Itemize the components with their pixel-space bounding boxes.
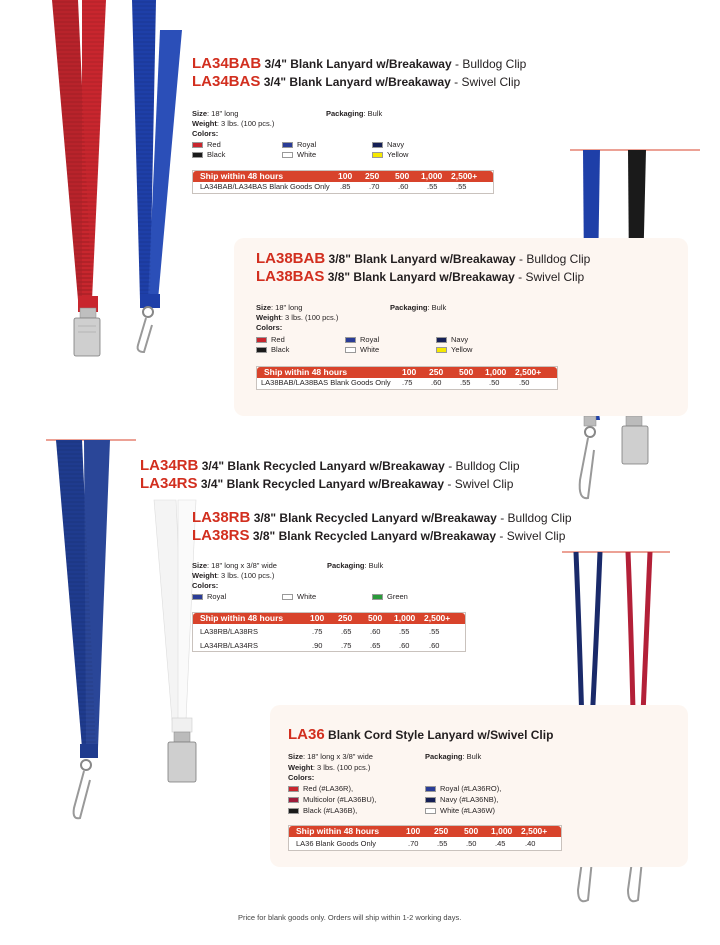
- weight-spec: Weight: 3 lbs. (100 pcs.): [288, 763, 371, 772]
- swatch-navy: Navy (#LA36NB),: [425, 795, 498, 805]
- colors-label: Colors:: [192, 581, 219, 590]
- red-lanyard-image: [52, 0, 106, 356]
- footer-note: Price for blank goods only. Orders will ship within 1-2 working days.: [238, 913, 462, 922]
- packaging-spec: Packaging: Bulk: [327, 561, 384, 570]
- swatch-black: Black (#LA36B),: [288, 806, 357, 816]
- swatch-white: White: [345, 345, 379, 355]
- colors-label: Colors:: [288, 773, 315, 782]
- swatch-yellow: Yellow: [436, 345, 472, 355]
- swatch-black: Black: [192, 150, 225, 160]
- product-title-la38rs: LA38RS 3/8" Blank Recycled Lanyard w/Breakaway - Swivel Clip: [192, 527, 566, 544]
- swatch-red: Red: [192, 140, 221, 150]
- product-title-la34rb: LA34RB 3/4" Blank Recycled Lanyard w/Breakaway - Bulldog Clip: [140, 457, 520, 474]
- product-title-la38rb: LA38RB 3/8" Blank Recycled Lanyard w/Breakaway - Bulldog Clip: [192, 509, 572, 526]
- product-title-la38bab: LA38BAB 3/8" Blank Lanyard w/Breakaway - Bulldog Clip: [256, 250, 591, 267]
- swatch-white: White: [282, 150, 316, 160]
- swatch-white: White: [282, 592, 316, 602]
- table-row: LA34RB/LA34RS .90 .75 .65 .60 .60: [200, 641, 440, 650]
- recycled-white-lanyard-image: [154, 500, 196, 782]
- swatch-red: Red: [256, 335, 285, 345]
- price-table-la34: Ship within 48 hours 100 250 500 1,000 2,500+ LA34BAB/LA34BAS Blank Goods Only .85 .70 .60 .55 .55: [192, 170, 494, 194]
- swatch-black: Black: [256, 345, 289, 355]
- size-spec: Size: 18" long x 3/8" wide: [288, 752, 373, 761]
- product-title-la34rs: LA34RS 3/4" Blank Recycled Lanyard w/Breakaway - Swivel Clip: [140, 475, 514, 492]
- product-title-la34bab: LA34BAB 3/4" Blank Lanyard w/Breakaway - Bulldog Clip: [192, 55, 527, 72]
- swatch-royal: Royal: [345, 335, 379, 345]
- swatch-royal: Royal: [282, 140, 316, 150]
- table-row: LA34BAB/LA34BAS Blank Goods Only .85 .70 .60 .55 .55: [200, 182, 467, 191]
- price-table-la38: Ship within 48 hours 100 250 500 1,000 2,500+ LA38BAB/LA38BAS Blank Goods Only .75 .60 .55 .50 .50: [256, 366, 558, 390]
- swatch-multicolor: Multicolor (#LA36BU),: [288, 795, 376, 805]
- swatch-navy: Navy: [372, 140, 404, 150]
- swatch-white: White (#LA36W): [425, 806, 495, 816]
- size-spec: Size: 18" long: [192, 109, 239, 118]
- packaging-spec: Packaging: Bulk: [326, 109, 383, 118]
- swatch-yellow: Yellow: [372, 150, 408, 160]
- weight-spec: Weight: 3 lbs. (100 pcs.): [192, 571, 275, 580]
- swatch-royal: Royal: [192, 592, 226, 602]
- size-spec: Size: 18" long x 3/8" wide: [192, 561, 277, 570]
- colors-label: Colors:: [256, 323, 283, 332]
- swatch-royal: Royal (#LA36RO),: [425, 784, 501, 794]
- packaging-spec: Packaging: Bulk: [425, 752, 482, 761]
- price-table-la36: Ship within 48 hours 100 250 500 1,000 2,500+ LA36 Blank Goods Only .70 .55 .50 .45 .40: [288, 825, 562, 851]
- weight-spec: Weight: 3 lbs. (100 pcs.): [256, 313, 339, 322]
- size-spec: Size: 18" long: [256, 303, 303, 312]
- table-row: LA38RB/LA38RS .75 .65 .60 .55 .55: [200, 627, 440, 636]
- table-row: LA38BAB/LA38BAS Blank Goods Only .75 .60 .55 .50 .50: [261, 378, 530, 387]
- price-table-recycled: Ship within 48 hours 100 250 500 1,000 2,500+ LA38RB/LA38RS .75 .65 .60 .55 .55 LA34RB/LA34RS .90 .75 .65 .60 .60: [192, 612, 466, 652]
- swatch-navy: Navy: [436, 335, 468, 345]
- weight-spec: Weight: 3 lbs. (100 pcs.): [192, 119, 275, 128]
- swatch-green: Green: [372, 592, 408, 602]
- product-title-la38bas: LA38BAS 3/8" Blank Lanyard w/Breakaway - Swivel Clip: [256, 268, 585, 285]
- product-title-la34bas: LA34BAS 3/4" Blank Lanyard w/Breakaway - Swivel Clip: [192, 73, 521, 90]
- royal-lanyard-image: [132, 0, 182, 352]
- colors-label: Colors:: [192, 129, 219, 138]
- packaging-spec: Packaging: Bulk: [390, 303, 447, 312]
- swatch-red: Red (#LA36R),: [288, 784, 353, 794]
- product-title-la36: LA36 Blank Cord Style Lanyard w/Swivel Clip: [288, 726, 554, 743]
- recycled-navy-lanyard-image: [56, 440, 110, 818]
- table-row: LA36 Blank Goods Only .70 .55 .50 .45 .40: [296, 839, 536, 848]
